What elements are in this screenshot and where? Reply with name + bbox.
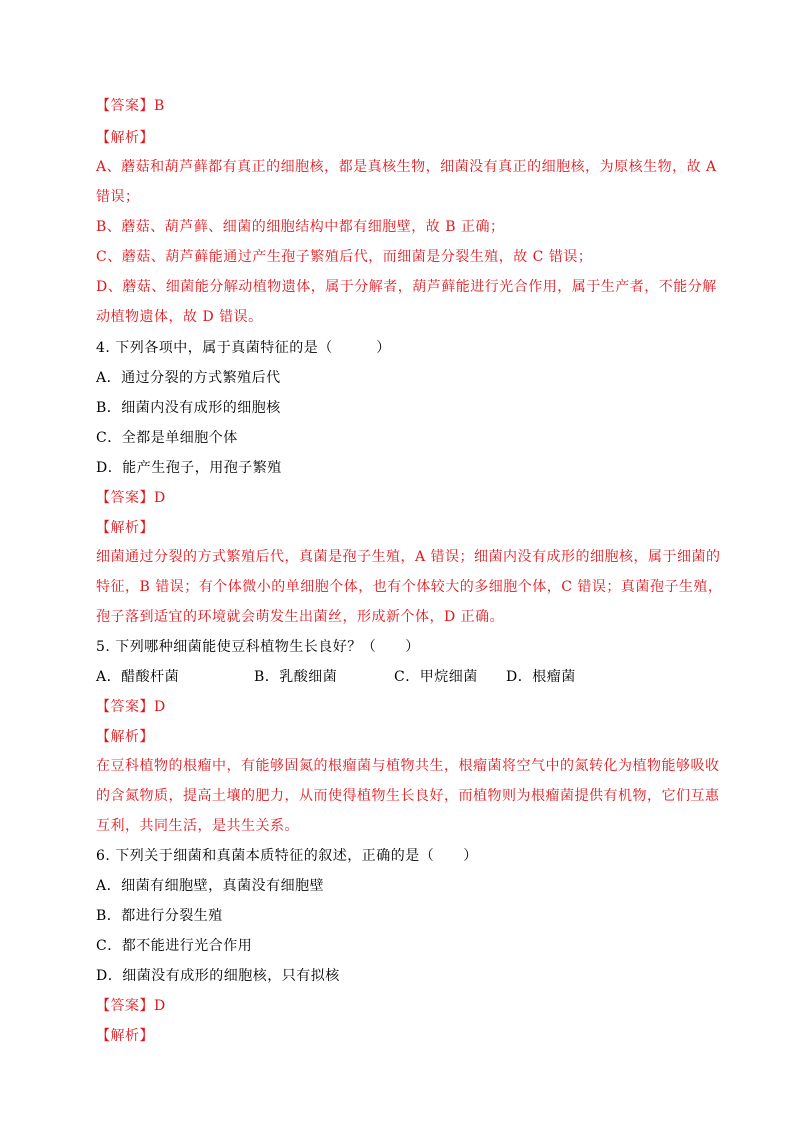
analysis-line: C、蘑菇、葫芦藓能通过产生孢子繁殖后代，而细菌是分裂生殖，故 C 错误；	[96, 249, 593, 265]
analysis-line: 在豆科植物的根瘤中，有能够固氮的根瘤菌与植物共生，根瘤菌将空气中的氮转化为植物能够吸收	[96, 758, 720, 774]
question-6-option-a: A．细菌有细胞壁，真菌没有细胞壁	[96, 878, 325, 894]
analysis-line: 孢子落到适宜的环境就会萌发生出菌丝，形成新个体，D 正确。	[96, 609, 505, 625]
question-4-option-d: D．能产生孢子，用孢子繁殖	[96, 460, 282, 476]
answer-label-1: 【答案】B	[96, 98, 165, 114]
analysis-line: 动植物遗体，故 D 错误。	[96, 309, 263, 325]
analysis-label-6: 【解析】	[96, 1028, 154, 1044]
question-5-stem: 5. 下列哪种细菌能使豆科植物生长良好？（ ）	[96, 639, 420, 655]
question-4-stem: 4. 下列各项中，属于真菌特征的是（ ）	[96, 340, 391, 356]
question-5-option-b: B．乳酸细菌	[254, 669, 338, 685]
analysis-line: 特征，B 错误；有个体微小的单细胞个体，也有个体较大的多细胞个体，C 错误；真菌孢子生殖，	[96, 579, 723, 595]
analysis-label-4: 【解析】	[96, 520, 154, 536]
analysis-label-5: 【解析】	[96, 729, 154, 745]
question-4-option-a: A．通过分裂的方式繁殖后代	[96, 370, 281, 386]
analysis-line: A、蘑菇和葫芦藓都有真正的细胞核，都是真核生物，细菌没有真正的细胞核，为原核生物，故 A	[96, 159, 717, 175]
question-5-options	[96, 667, 576, 687]
answer-label-4: 【答案】D	[96, 490, 166, 506]
analysis-label-1: 【解析】	[96, 130, 154, 146]
analysis-line: 互利，共同生活，是共生关系。	[96, 818, 299, 834]
analysis-line: 错误；	[96, 189, 140, 205]
question-6-option-d: D．细菌没有成形的细胞核，只有拟核	[96, 968, 340, 984]
analysis-line: 细菌通过分裂的方式繁殖后代，真菌是孢子生殖，A 错误；细菌内没有成形的细胞核，属于细菌的	[96, 549, 721, 565]
question-5-option-a: A．醋酸杆菌	[96, 669, 180, 685]
analysis-line: D、蘑菇、细菌能分解动植物遗体，属于分解者，葫芦藓能进行光合作用，属于生产者，不能分解	[96, 279, 717, 295]
answer-label-5: 【答案】D	[96, 699, 166, 715]
question-4-option-b: B．细菌内没有成形的细胞核	[96, 400, 281, 416]
question-6-stem: 6. 下列关于细菌和真菌本质特征的叙述，正确的是（ ）	[96, 848, 478, 864]
question-6-option-b: B．都进行分裂生殖	[96, 908, 223, 924]
analysis-line: 的含氮物质，提高土壤的肥力，从而使得植物生长良好，而植物则为根瘤菌提供有机物，它们互惠	[96, 788, 720, 804]
question-6-option-c: C．都不能进行光合作用	[96, 938, 253, 954]
analysis-line: B、蘑菇、葫芦藓、细菌的细胞结构中都有细胞壁，故 B 正确；	[96, 219, 505, 235]
question-4-option-c: C．全都是单细胞个体	[96, 430, 238, 446]
question-5-option-d: D．根瘤菌	[506, 669, 576, 685]
answer-label-6: 【答案】D	[96, 998, 166, 1014]
question-5-option-c: C．甲烷细菌	[394, 669, 478, 685]
